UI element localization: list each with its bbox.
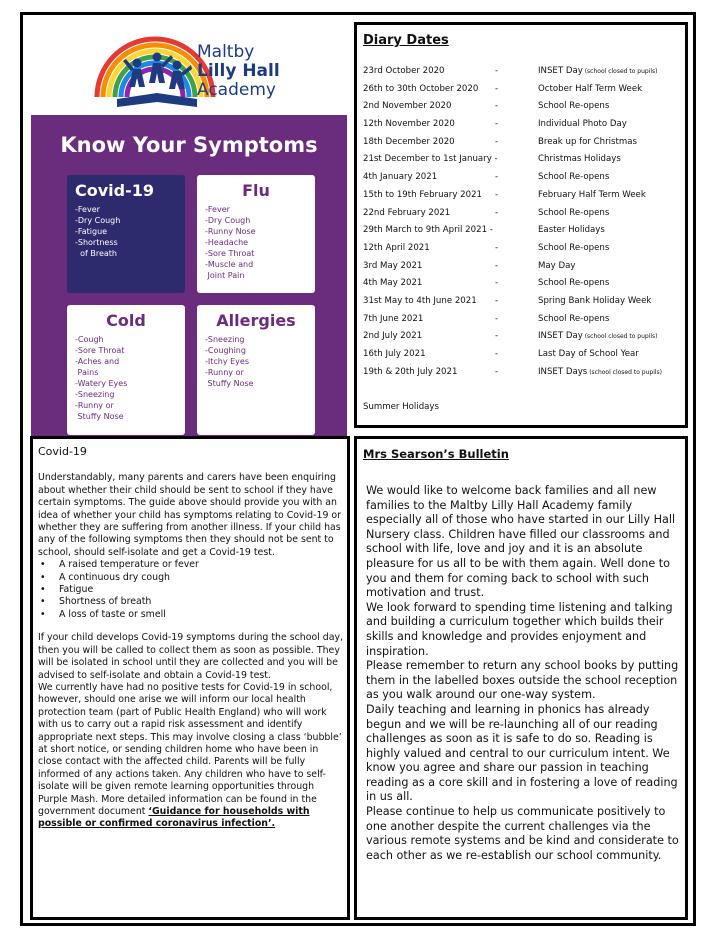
diary-dash: - <box>495 66 499 76</box>
diary-title: Diary Dates <box>363 33 449 48</box>
diary-row <box>363 84 683 102</box>
diary-dates-panel <box>354 22 688 428</box>
diary-date: 15th to 19th February 2021 <box>363 189 483 200</box>
symptom-item: -Watery Eyes <box>75 379 128 388</box>
diary-event-note: (school closed to pupils) <box>582 68 658 75</box>
diary-date: 23rd October 2020 <box>363 66 445 76</box>
diary-event <box>538 261 575 271</box>
diary-dash: - <box>495 242 499 253</box>
diary-list <box>363 66 683 384</box>
guidance-link[interactable]: ‘Guidance for households with possible or confirmed coronavirus infection’. <box>38 805 310 830</box>
symptom-item: -Fever <box>205 205 230 214</box>
diary-date: 7th June 2021 <box>363 313 424 324</box>
diary-dash: - <box>495 278 499 289</box>
symptom-card-cold <box>67 305 185 435</box>
diary-row <box>363 349 683 367</box>
symptom-item: -Dry Cough <box>205 216 251 225</box>
diary-date: 31st May to 4th June 2021 <box>363 295 477 306</box>
diary-event <box>538 208 609 218</box>
diary-event-text: October Half Term Week <box>538 83 643 94</box>
symptom-item: -Fatigue <box>75 227 108 236</box>
diary-dash: - <box>495 313 499 324</box>
bulletin-paragraph: Please continue to help us communicate positively to one another despite the current challenges via the various remote systems and be kind and considerate to each other as we re-establish our school community. <box>366 805 679 862</box>
symptom-item: -Runny or <box>205 368 244 377</box>
diary-date: 21st December to 1st January - <box>363 154 498 165</box>
diary-event-text: INSET Day <box>538 331 583 342</box>
diary-event-note: (school closed to pupils) <box>582 333 658 341</box>
diary-event <box>538 101 609 111</box>
diary-event-text: School Re-opens <box>538 172 610 183</box>
diary-row <box>363 331 683 349</box>
diary-row <box>363 101 683 119</box>
diary-event-text: INSET Day <box>538 66 583 76</box>
diary-date: 29th March to 9th April 2021 - <box>363 225 493 236</box>
diary-event <box>538 314 609 324</box>
card-title: Allergies <box>216 311 296 330</box>
logo-line-2: Lilly Hall <box>197 61 280 81</box>
diary-date: 18th December 2020 <box>363 136 455 147</box>
symptom-item: -Aches and <box>75 357 120 366</box>
symptom-card-covid <box>67 175 185 293</box>
diary-row <box>363 225 683 243</box>
card-title: Flu <box>242 181 270 200</box>
diary-event-text: Break up for Christmas <box>538 136 638 147</box>
diary-date: 3rd May 2021 <box>363 260 423 271</box>
diary-date: 12th April 2021 <box>363 242 430 253</box>
diary-event-text: School Re-opens <box>538 278 610 289</box>
diary-row <box>363 296 683 314</box>
diary-date: 2nd July 2021 <box>363 331 423 342</box>
symptom-item: Stuffy Nose <box>75 412 124 421</box>
diary-date: 26th to 30th October 2020 <box>363 83 479 94</box>
diary-row <box>363 154 683 172</box>
diary-row <box>363 314 683 332</box>
symptom-card-allergies <box>197 305 315 435</box>
diary-date: 16th July 2021 <box>363 349 426 359</box>
symptom-item: -Sneezing <box>205 335 245 344</box>
diary-event-text: School Re-opens <box>538 313 610 324</box>
diary-event <box>538 225 605 235</box>
symptom-item: of Breath <box>75 249 117 258</box>
diary-footer: Summer Holidays <box>363 402 439 412</box>
diary-dash: - <box>495 189 499 200</box>
diary-event <box>538 331 658 341</box>
diary-dash: - <box>495 349 499 359</box>
covid-intro: Understandably, many parents and carers have been enquiring about whether their child should be sent to school if they have certain symptoms. The guide above should provide you with an idea of whether your child has symptoms relating to Covid-19 or whether they are suffering from another illness. If your child has any of the following symptoms then they should not be sent to school, should self-isolate and get a Covid-19 test. <box>38 472 342 558</box>
card-title: Cold <box>106 311 146 330</box>
symptom-bullet: • Fatigue <box>38 584 344 596</box>
symptom-item: -Runny or <box>75 401 114 410</box>
bulletin-title: Mrs Searson’s Bulletin <box>363 447 509 461</box>
diary-row <box>363 367 683 385</box>
diary-date: 19th & 20th July 2021 <box>363 366 458 377</box>
diary-event <box>538 137 637 147</box>
diary-dash: - <box>495 172 499 183</box>
symptom-list <box>38 559 344 621</box>
symptom-item: -Sore Throat <box>75 346 125 355</box>
diary-event <box>538 66 658 76</box>
symptom-bullet: • A loss of taste or smell <box>38 609 344 621</box>
symptom-item: -Cough <box>75 335 104 344</box>
symptom-item: -Runny Nose <box>205 227 256 236</box>
diary-event <box>538 278 609 288</box>
diary-event-text: Last Day of School Year <box>538 349 639 359</box>
symptom-item: -Dry Cough <box>75 216 121 225</box>
diary-event-text: School Re-opens <box>538 101 610 112</box>
diary-dash: - <box>495 101 499 112</box>
diary-date: 4th January 2021 <box>363 172 438 183</box>
diary-row <box>363 137 683 155</box>
diary-event-text: INSET Days <box>538 366 588 377</box>
symptom-item: -Sore Throat <box>205 249 255 258</box>
diary-event-note: (school closed to pupils) <box>587 368 662 376</box>
diary-dash: - <box>495 136 499 147</box>
diary-event <box>538 243 609 253</box>
diary-row <box>363 190 683 208</box>
diary-event-text: May Day <box>538 260 576 271</box>
diary-event <box>538 296 651 306</box>
poster-title: Know Your Symptoms <box>60 133 318 157</box>
symptoms-poster <box>31 115 347 449</box>
diary-dash: - <box>495 366 499 377</box>
diary-dash: - <box>495 83 499 94</box>
diary-event <box>538 84 642 94</box>
covid-paragraph-3 <box>38 682 344 831</box>
logo-line-1: Maltby <box>197 42 255 62</box>
symptom-item: -Shortness <box>75 238 118 247</box>
diary-event-text: Easter Holidays <box>538 225 605 236</box>
diary-dash: - <box>495 260 499 271</box>
symptom-item: -Itchy Eyes <box>205 357 250 366</box>
symptom-bullet: • A continuous dry cough <box>38 572 344 584</box>
logo-line-3: Academy <box>197 80 276 100</box>
bulletin-paragraph: Daily teaching and learning in phonics has already begun and we will be re-launching all of our reading challenges as soon as it is safe to do so. Reading is highly valued and central to our curriculum intent. We know you agree and share our passion in teaching reading as a core skill and in fostering a love of reading in us all. <box>366 702 678 804</box>
covid-paragraph-2: If your child develops Covid-19 symptoms during the school day, then you will be called to collect them as soon as possible. They will be isolated in school until they are collected and you will be advised to self-isolate and obtain a Covid-19 test. <box>38 632 343 681</box>
covid-paragraph-3-text: We currently have had no positive tests for Covid-19 in school, however, should one arise we will inform our local health protection team (part of Public Health England) who will work with us to carry out a rapid risk assessment and identify appropriate next steps. This may involve closing a class ‘bubble’ at short notice, or sending children home who have been in close contact with the affected child. Parents will be fully informed of any actions taken. Any children who have to self-isolate will be given remote learning opportunities through Purple Mash. More detailed information can be found in the government document <box>38 681 342 817</box>
diary-row <box>363 243 683 261</box>
diary-row <box>363 172 683 190</box>
diary-event <box>538 154 621 164</box>
covid-info-panel <box>30 436 350 920</box>
logo-and-poster-panel <box>27 19 351 431</box>
diary-event <box>538 172 609 182</box>
diary-row <box>363 278 683 296</box>
diary-event <box>538 190 646 200</box>
symptom-item: -Muscle and <box>205 260 254 269</box>
bulletin-panel <box>354 436 688 920</box>
diary-event-text: February Half Term Week <box>538 189 646 200</box>
symptom-bullet: • A raised temperature or fever <box>38 559 344 571</box>
diary-event-text: Christmas Holidays <box>538 154 621 165</box>
symptom-card-flu <box>197 175 315 293</box>
symptom-bullet: • Shortness of breath <box>38 596 344 608</box>
symptom-item: -Sneezing <box>75 390 115 399</box>
diary-row <box>363 261 683 279</box>
symptom-item: Stuffy Nose <box>205 379 254 388</box>
diary-dash: - <box>495 207 499 218</box>
diary-event-text: School Re-opens <box>538 207 610 218</box>
diary-date: 22nd February 2021 <box>363 207 451 218</box>
logo-text <box>197 43 280 100</box>
symptom-item: -Coughing <box>205 346 246 355</box>
diary-dash: - <box>495 295 499 306</box>
bulletin-body <box>366 484 686 863</box>
diary-event-text: School Re-opens <box>538 242 610 253</box>
diary-row <box>363 66 683 84</box>
symptom-item: Joint Pain <box>205 271 245 280</box>
covid-title: Covid-19 <box>38 445 87 458</box>
bulletin-paragraph: We look forward to spending time listening and talking and building a curriculum together which builds their skills and knowledge and provides enjoyment and inspiration. <box>366 600 673 658</box>
diary-date: 2nd November 2020 <box>363 101 452 112</box>
bulletin-paragraph: Please remember to return any school books by putting them in the labelled boxes outside the school reception as you walk around our one-way system. <box>366 659 679 702</box>
bulletin-paragraph: We would like to welcome back families and all new families to the Maltby Lilly Hall Academy family especially all of those who have started in our Lilly Hall Nursery class. Children have filled our classrooms and school with life, love and joy and it is an absolute pleasure for us all to be with them again. Well done to you and them for coming back to school with such motivation and trust. <box>366 484 676 600</box>
diary-event-text: Individual Photo Day <box>538 119 627 130</box>
symptom-item: -Fever <box>75 205 100 214</box>
diary-row <box>363 119 683 137</box>
diary-event <box>538 119 627 129</box>
diary-date: 4th May 2021 <box>363 278 423 289</box>
diary-date: 12th November 2020 <box>363 119 455 130</box>
symptom-item: -Headache <box>205 238 249 247</box>
diary-event <box>538 349 639 359</box>
card-title: Covid-19 <box>75 181 155 200</box>
diary-event <box>538 367 662 377</box>
symptom-item: Pains <box>75 368 99 377</box>
diary-row <box>363 208 683 226</box>
diary-dash: - <box>495 331 499 342</box>
diary-dash: - <box>495 119 499 130</box>
diary-event-text: Spring Bank Holiday Week <box>538 295 652 306</box>
